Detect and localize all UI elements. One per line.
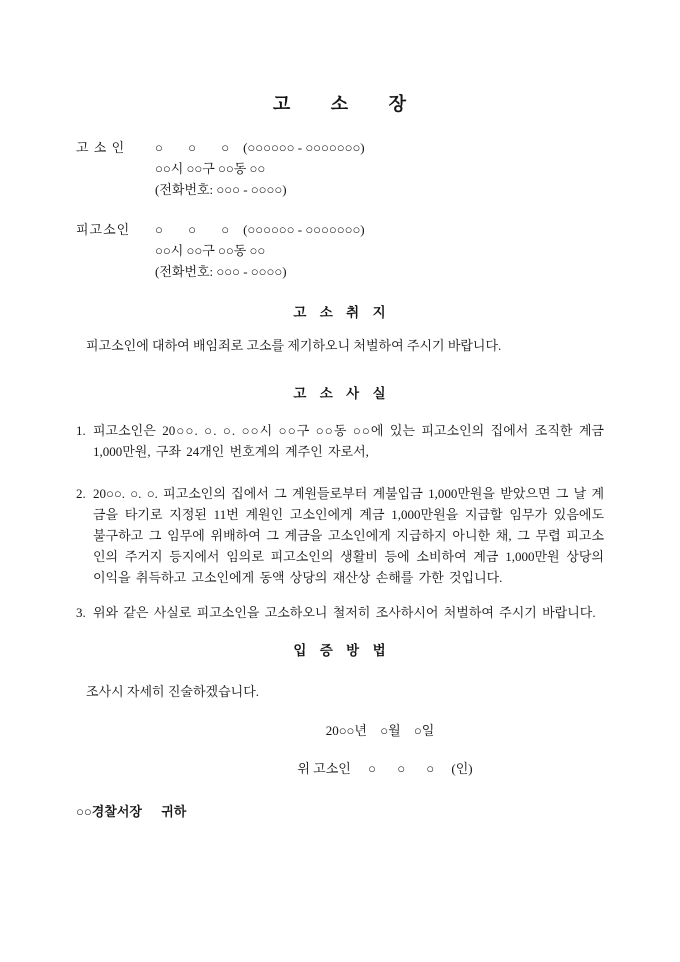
accused-name-row <box>76 219 604 240</box>
complainant-id-number: (○○○○○○ - ○○○○○○○) <box>243 140 365 155</box>
complainant-phone: (전화번호: ○○○ - ○○○○) <box>155 182 287 197</box>
signature-prefix: 위 고소인 <box>297 761 351 776</box>
signature-name: ○ ○ ○ <box>368 761 435 776</box>
fact-item-1 <box>76 420 604 462</box>
recipient-title: ○○경찰서장 <box>76 804 142 819</box>
recipient-line <box>76 801 604 822</box>
document-date: 20○○년 ○월 ○일 <box>325 723 435 738</box>
accused-address: ○○시 ○○구 ○○동 ○○ <box>155 243 266 258</box>
evidence-body: 조사시 자세히 진술하겠습니다. <box>86 684 260 699</box>
fact-number: 1. <box>76 423 86 438</box>
accused-label: 피고소인 <box>76 222 131 237</box>
fact-number: 3. <box>76 605 86 620</box>
fact-text: 피고소인은 20○○. ○. ○. ○○시 ○○구 ○○동 ○○에 있는 피고소인의 집에서 조직한 계금 1,000만원, 구좌 24개인 번호계의 계주인 자로서, <box>93 423 604 459</box>
evidence-heading: 입 증 방 법 <box>293 643 387 658</box>
recipient-honorific: 귀하 <box>161 804 187 819</box>
complainant-block <box>76 137 604 200</box>
fact-item-2 <box>76 483 604 588</box>
accused-id-number: (○○○○○○ - ○○○○○○○) <box>243 222 365 237</box>
document-title: 고 소 장 <box>272 94 408 114</box>
facts-heading: 고 소 사 실 <box>293 386 387 401</box>
fact-text: 위와 같은 사실로 피고소인을 고소하오니 철저히 조사하시어 처벌하여 주시기 바랍니다. <box>93 605 596 620</box>
fact-number: 2. <box>76 486 86 501</box>
complainant-name-row <box>76 137 604 158</box>
complainant-name: ○ ○ ○ <box>155 140 230 155</box>
purpose-body: 피고소인에 대하여 배임죄로 고소를 제기하오니 처벌하여 주시기 바랍니다. <box>86 338 502 353</box>
accused-name: ○ ○ ○ <box>155 222 230 237</box>
fact-item-3 <box>76 602 604 623</box>
signature-line <box>76 758 604 779</box>
accused-phone: (전화번호: ○○○ - ○○○○) <box>155 264 287 279</box>
fact-text: 20○○. ○. ○. 피고소인의 집에서 그 계원들로부터 계불입금 1,000만원을 받았으면 그 날 계금을 타기로 지정된 11번 계원인 고소인에게 계금 1,000만원을 지급할 임무가 있음에도 불구하고 그 임무에 위배하여 그 계금을 고소인에게 지급하지 아니한 채, 그 무렵 피고소인의 주거지 등지에서 임의로 피고소인의 생활비 등에 소비하여 계금 1,000만원 상당의 이익을 취득하고 고소인에게 동액 상당의 재산상 손해를 가한 것입니다. <box>93 486 604 585</box>
signature-seal: (인) <box>451 761 473 776</box>
purpose-heading: 고 소 취 지 <box>293 305 387 320</box>
complainant-address: ○○시 ○○구 ○○동 ○○ <box>155 161 266 176</box>
complainant-label: 고 소 인 <box>76 140 126 155</box>
accused-block <box>76 219 604 282</box>
